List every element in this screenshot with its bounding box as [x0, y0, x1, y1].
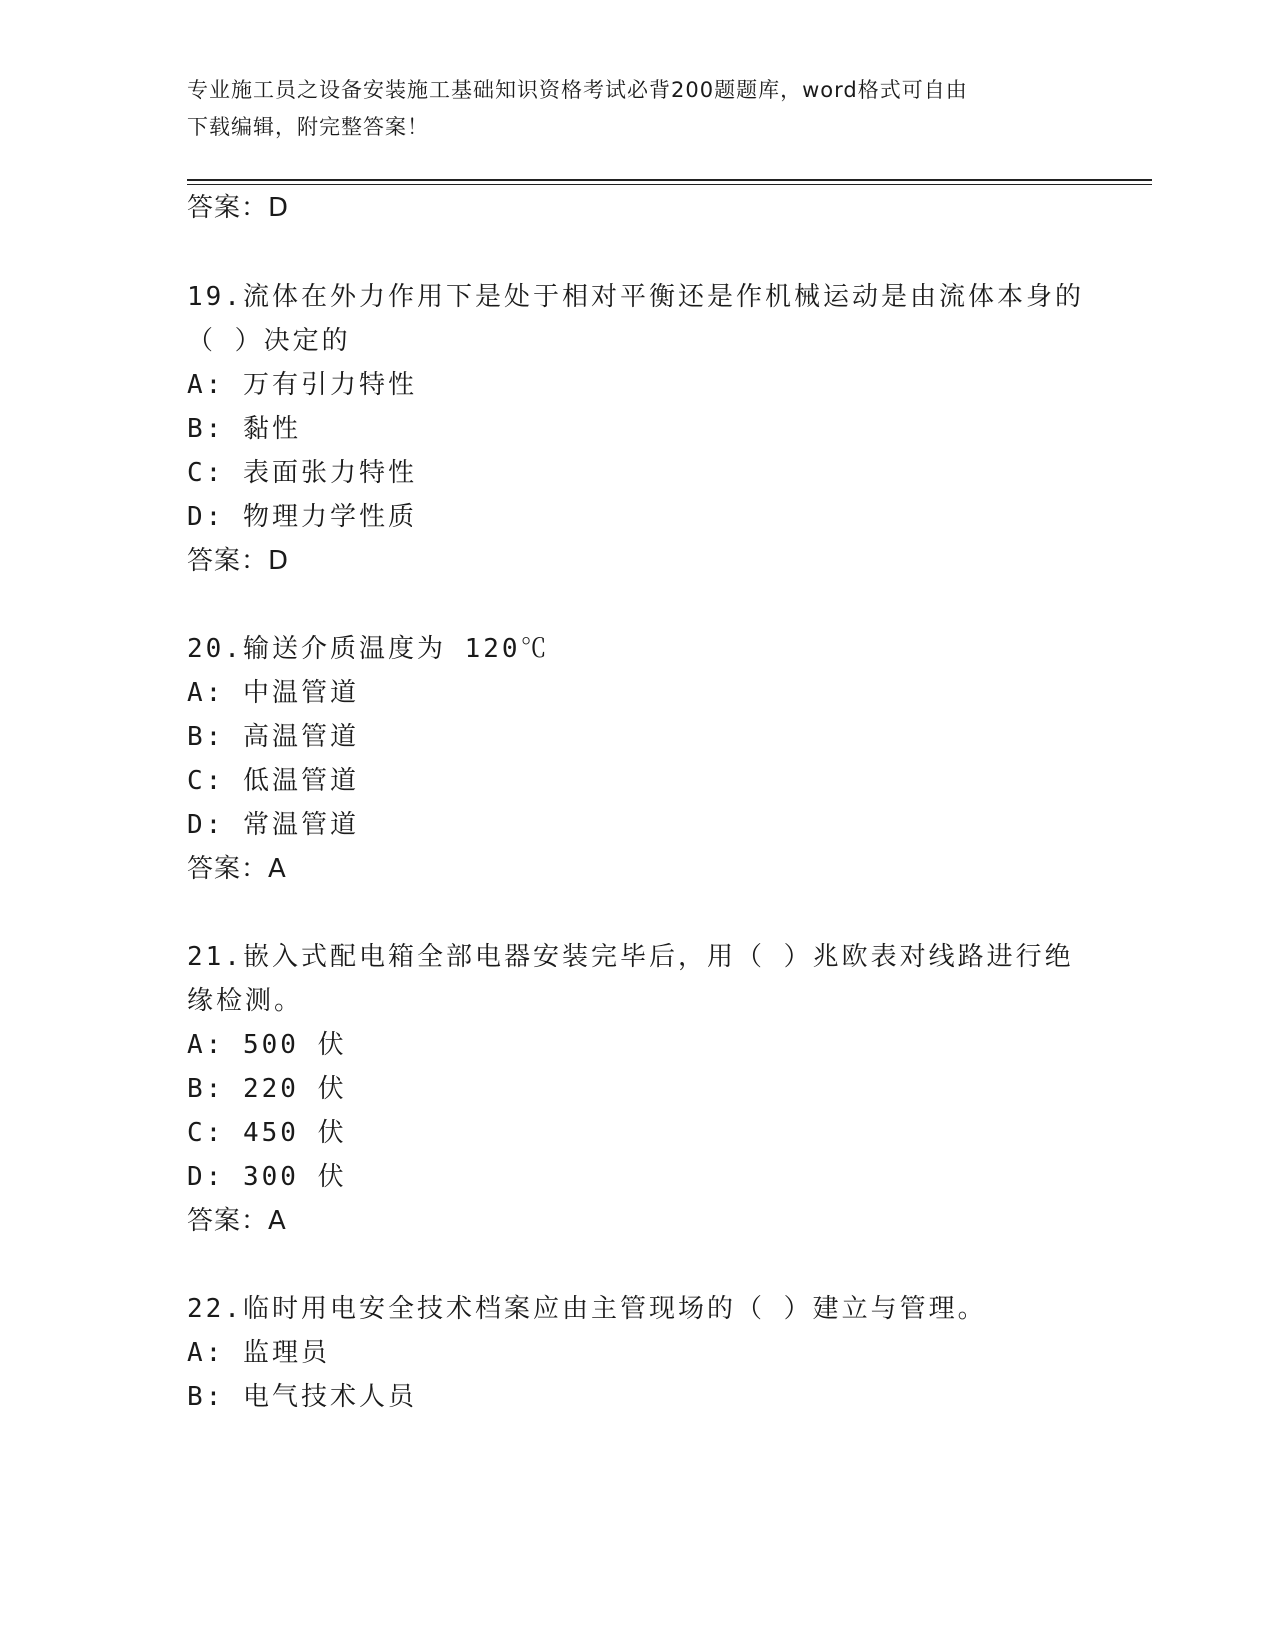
- answer-20: 答案：A: [187, 854, 287, 884]
- question-21-option-c: C: 450 伏: [187, 1118, 347, 1148]
- question-19-option-d: D: 物理力学性质: [187, 502, 417, 532]
- question-19-line-1: 19.流体在外力作用下是处于相对平衡还是作机械运动是由流体本身的: [187, 282, 1084, 312]
- question-19-option-b: B: 黏性: [187, 414, 301, 444]
- document-header: [187, 72, 1087, 146]
- header-line-2: 下载编辑，附完整答案！: [187, 115, 429, 139]
- question-21-option-d: D: 300 伏: [187, 1162, 347, 1192]
- answer-21: 答案：A: [187, 1206, 287, 1236]
- question-19-option-a: A: 万有引力特性: [187, 370, 417, 400]
- question-19-line-2: （ ）决定的: [187, 326, 351, 356]
- question-19-option-c: C: 表面张力特性: [187, 458, 417, 488]
- question-20-line-1: 20.输送介质温度为 120℃: [187, 634, 550, 664]
- header-line-1: 专业施工员之设备安装施工基础知识资格考试必背200题题库，word格式可自由: [187, 78, 968, 102]
- question-20-option-a: A: 中温管道: [187, 678, 359, 708]
- header-divider-thick: [187, 179, 1152, 181]
- question-20-option-b: B: 高温管道: [187, 722, 359, 752]
- question-21-line-1: 21.嵌入式配电箱全部电器安装完毕后，用（ ）兆欧表对线路进行绝: [187, 942, 1074, 972]
- answer-18: 答案：D: [187, 193, 290, 223]
- question-22-line-1: 22.临时用电安全技术档案应由主管现场的（ ）建立与管理。: [187, 1294, 987, 1324]
- question-22-option-b: B: 电气技术人员: [187, 1382, 417, 1412]
- answer-19: 答案：D: [187, 546, 290, 576]
- question-21-line-2: 缘检测。: [187, 986, 304, 1016]
- question-20-option-d: D: 常温管道: [187, 810, 359, 840]
- question-21-option-a: A: 500 伏: [187, 1030, 347, 1060]
- question-21-option-b: B: 220 伏: [187, 1074, 347, 1104]
- question-20-option-c: C: 低温管道: [187, 766, 359, 796]
- question-22-option-a: A: 监理员: [187, 1338, 330, 1368]
- header-divider-thin: [187, 184, 1152, 185]
